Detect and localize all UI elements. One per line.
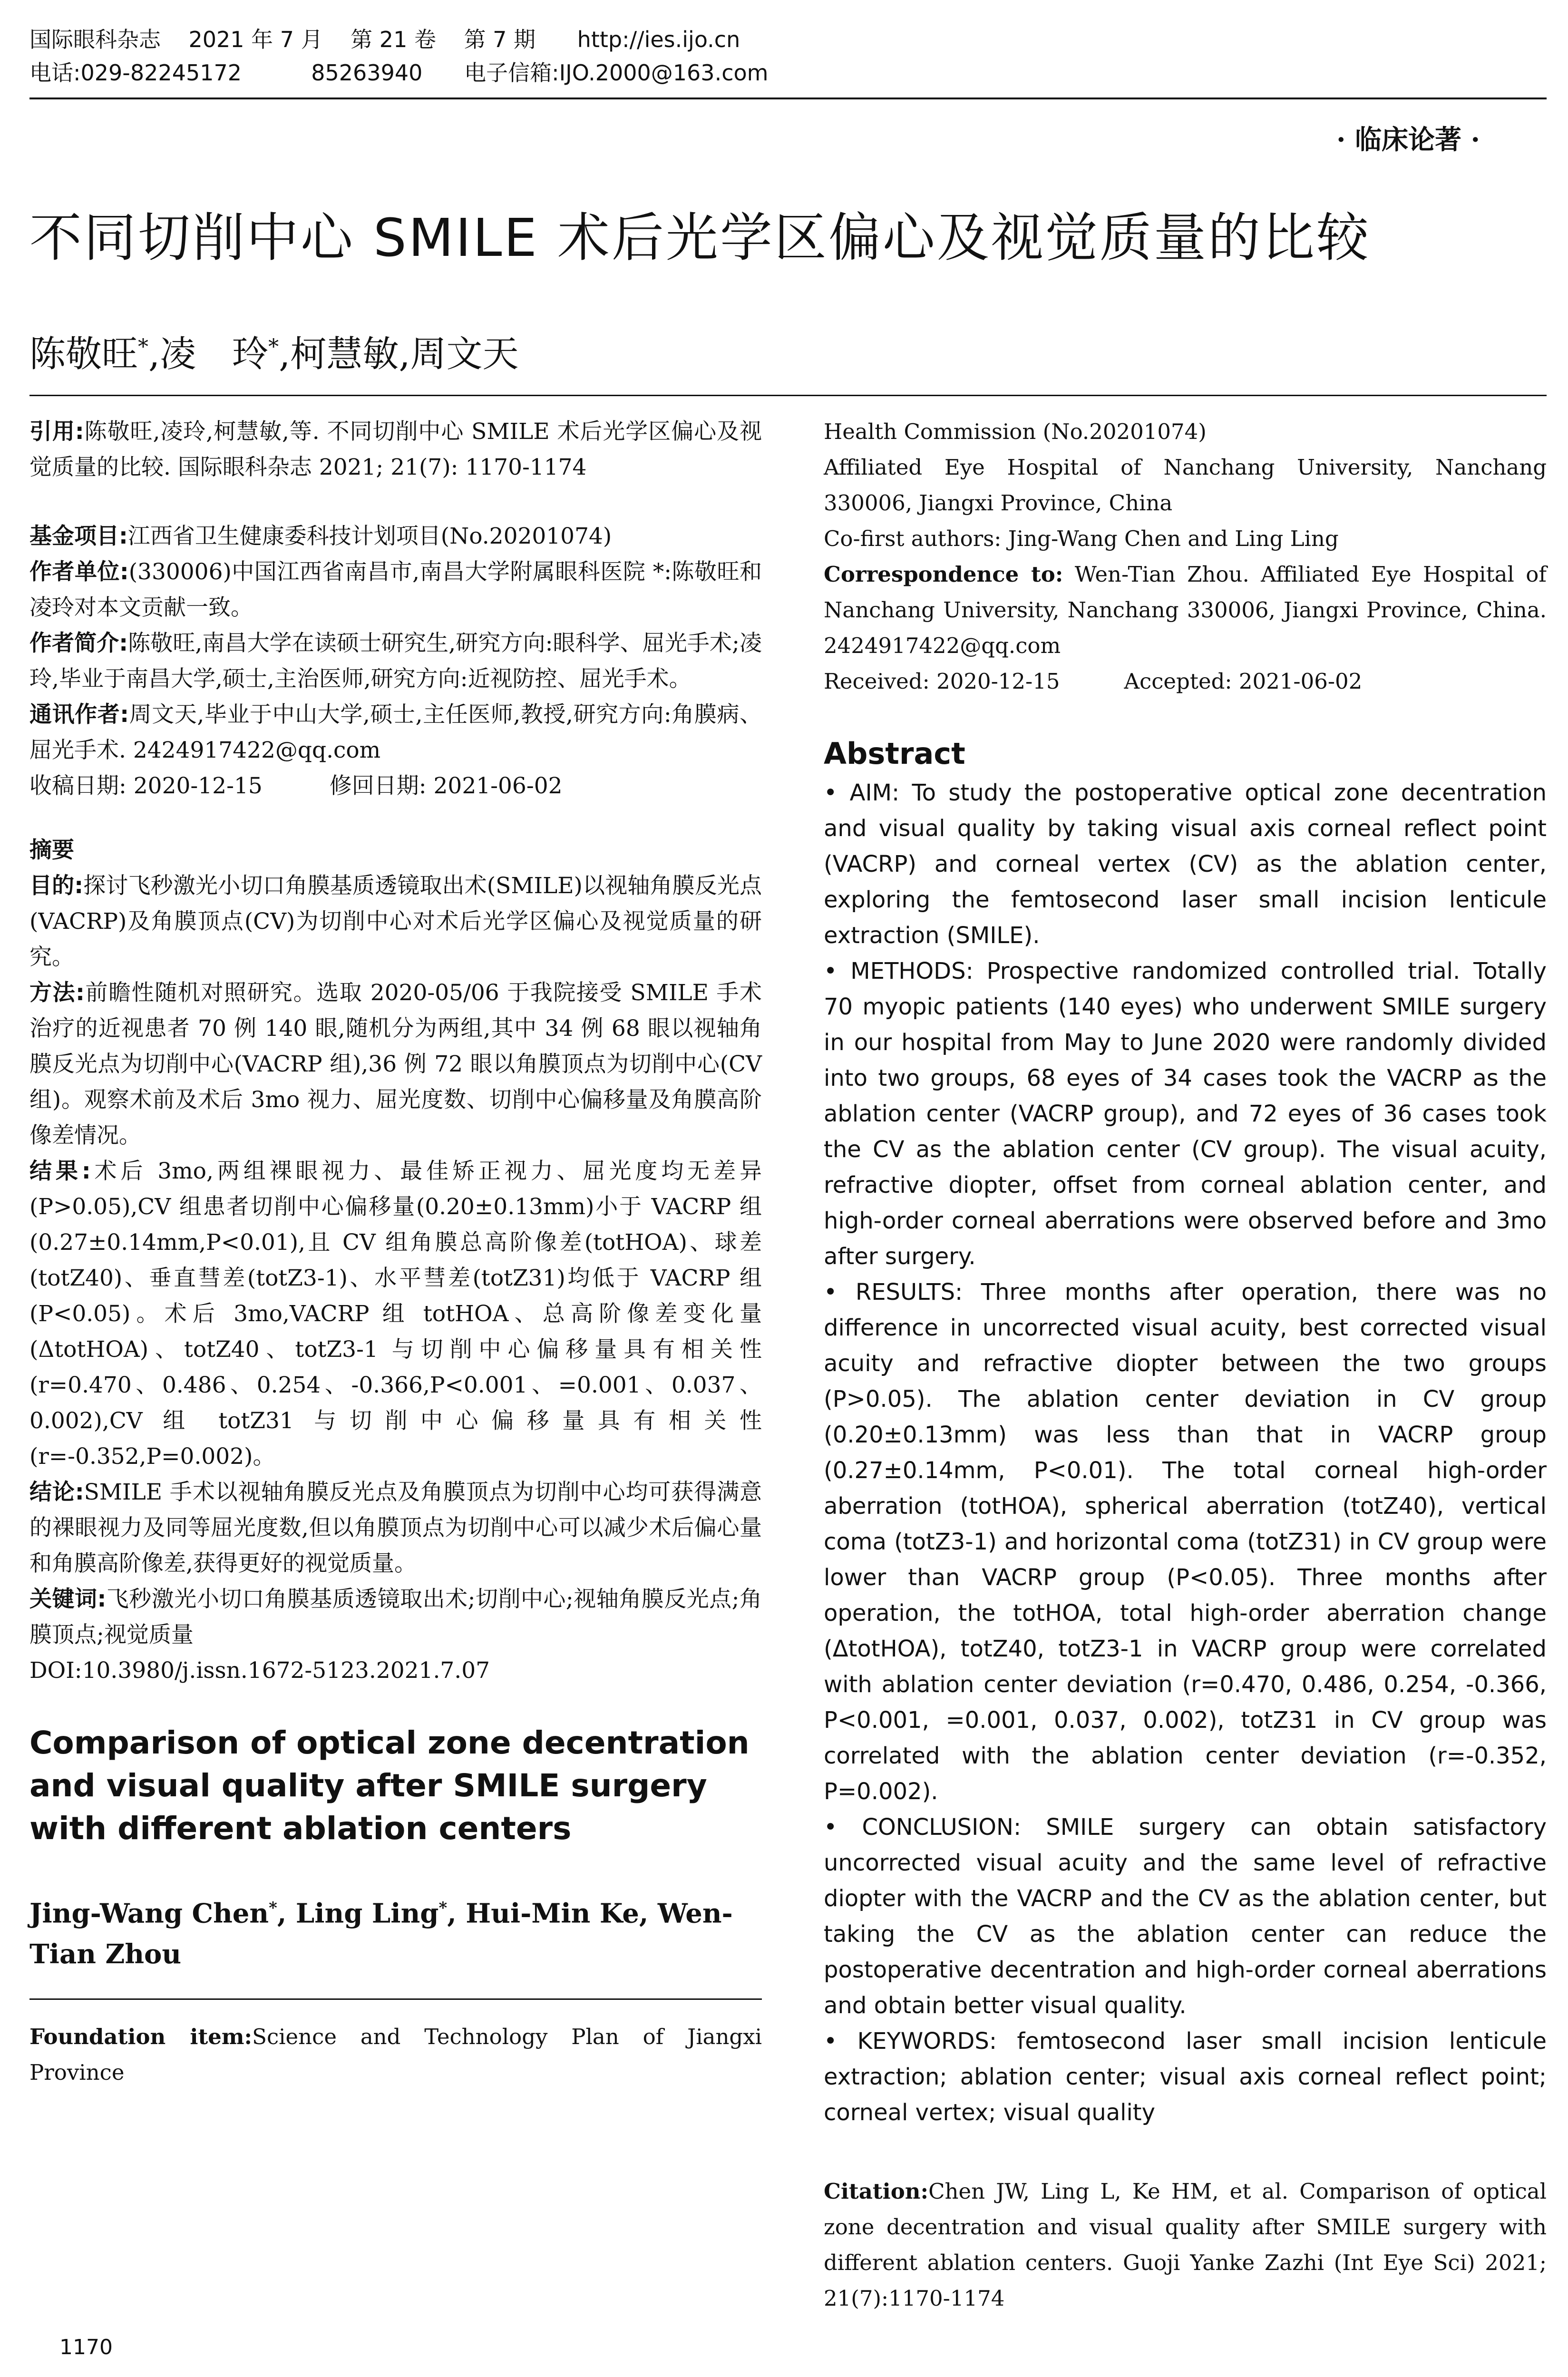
dates-cn: 收稿日期: 2020-12-15 修回日期: 2021-06-02: [29, 773, 563, 799]
english-authors: [29, 1888, 762, 1975]
aim-en: • AIM: To study the postoperative optical zone decentration and visual quality by taking visual axis corneal reflect point (VACRP) and corneal vertex (CV) as the ablation center, exploring the femtosecond laser small incision lenticule extraction (SMILE).: [824, 779, 1547, 949]
results-label: 结果:: [29, 1158, 91, 1184]
foundation-item: [29, 2019, 762, 2090]
unit-text: (330006)中国江西省南昌市,南昌大学附属眼科医院 *:陈敬旺和凌玲对本文贡献一致。: [29, 559, 762, 621]
journal-header-line-2: 电话:029-82245172 85263940 电子信箱:IJO.2000@163.com: [29, 60, 769, 86]
conclusion-cn: [29, 1474, 762, 1581]
received-accepted: Received: 2020-12-15 Accepted: 2021-06-02: [824, 669, 1363, 694]
co-first-mark: *: [268, 335, 279, 359]
author-1: 陈敬旺: [29, 332, 138, 375]
abstract-heading-en: Abstract: [824, 736, 965, 771]
fund-item: [29, 518, 762, 554]
co-first-mark: *: [269, 1899, 277, 1918]
english-title: Comparison of optical zone decentration and visual quality after SMILE surgery with different ablation centers: [29, 1724, 750, 1847]
citation-en-text: Chen JW, Ling L, Ke HM, et al. Comparison of optical zone decentration and visual quality after SMILE surgery with different ablation centers. Guoji Yanke Zazhi (Int Eye Sci) 2021; 21(7):1170-1174: [824, 2179, 1547, 2311]
aim-text: 探讨飞秒激光小切口角膜基质透镜取出术(SMILE)以视轴角膜反光点(VACRP)及角膜顶点(CV)为切削中心对术后光学区偏心及视觉质量的研究。: [29, 873, 762, 970]
right-column: [824, 414, 1547, 2316]
abstract-cn-label: 摘要: [29, 837, 74, 863]
foundation-continued: Health Commission (No.20201074): [824, 419, 1207, 444]
author-rest: ,柯慧敏,周文天: [279, 332, 519, 375]
aim-cn: [29, 868, 762, 975]
corr-label: 通讯作者:: [29, 701, 129, 728]
citation-en-label: Citation:: [824, 2179, 929, 2204]
affiliation: Affiliated Eye Hospital of Nanchang University, Nanchang 330006, Jiangxi Province, China: [824, 455, 1547, 516]
journal-header-line-1: 国际眼科杂志 2021 年 7 月 第 21 卷 第 7 期 http://ies.ijo.cn: [29, 27, 740, 52]
results-cn: [29, 1153, 762, 1474]
fund-text: 江西省卫生健康委科技计划项目(No.20201074): [127, 523, 612, 549]
header-rule: [29, 97, 1547, 99]
co-first-authors: Co-first authors: Jing-Wang Chen and Ling Ling: [824, 526, 1339, 551]
page-number: 1170: [59, 2335, 113, 2359]
author-intro: [29, 625, 762, 697]
journal-header: [29, 23, 1547, 89]
keywords-label: 关键词:: [29, 1586, 107, 1612]
conclusion-text: SMILE 手术以视轴角膜反光点及角膜顶点为切削中心均可获得满意的裸眼视力及同等屈光度数,但以角膜顶点为切削中心可以减少术后偏心量和角膜高阶像差,获得更好的视觉质量。: [29, 1479, 762, 1577]
foundation-label: Foundation item:: [29, 2024, 253, 2049]
foundation-rule: [29, 1998, 762, 2000]
section-label: · 临床论著 ·: [1336, 124, 1480, 156]
en-author-rest: , Hui-Min Ke, Wen-Tian Zhou: [29, 1898, 733, 1970]
fund-label: 基金项目:: [29, 523, 128, 549]
authors-rule: [29, 395, 1547, 396]
co-first-mark: *: [438, 1899, 448, 1918]
en-author-2: , Ling Ling: [277, 1898, 439, 1929]
co-first-mark: *: [138, 335, 148, 359]
intro-text: 陈敬旺,南昌大学在读硕士研究生,研究方向:眼科学、屈光手术;凌玲,毕业于南昌大学,硕士,主治医师,研究方向:近视防控、屈光手术。: [29, 630, 762, 692]
corr-text: 周文天,毕业于中山大学,硕士,主任医师,教授,研究方向:角膜病、屈光手术. 2424917422@qq.com: [29, 701, 762, 763]
citation-en: [824, 2173, 1547, 2316]
conclusion-en: • CONCLUSION: SMILE surgery can obtain satisfactory uncorrected visual acuity and the same level of refractive diopter with the VACRP and the CV as the ablation center, but taking the CV as the ablation center can reduce the postoperative decentration and high-order corneal aberrations and obtain better visual quality.: [824, 1814, 1547, 2019]
conclusion-label: 结论:: [29, 1479, 84, 1505]
methods-label: 方法:: [29, 980, 85, 1006]
results-en: • RESULTS: Three months after operation, there was no difference in uncorrected visual acuity, best corrected visual acuity and refractive diopter between the two groups (P>0.05). The ablation center deviation in CV group (0.20±0.13mm) was less than that in VACRP group (0.27±0.14mm, P<0.01). The total corneal high-order aberration (totHOA), spherical aberration (totZ40), vertical coma (totZ3-1) and horizontal coma (totZ31) in CV group were lower than VACRP group (P<0.05). Three months after operation, the totHOA, total high-order aberration change (ΔtotHOA), totZ40, totZ3-1 in VACRP group were correlated with ablation center deviation (r=0.470, 0.486, 0.254, -0.366, P<0.001, =0.001, 0.037, 0.002), totZ31 in CV group was correlated with the ablation center deviation (r=-0.352, P=0.002).: [824, 1279, 1547, 1805]
left-column: [29, 414, 762, 2090]
article-title: 不同切削中心 SMILE 术后光学区偏心及视觉质量的比较: [29, 207, 1371, 268]
author-unit: [29, 554, 762, 625]
en-author-1: Jing-Wang Chen: [29, 1898, 269, 1929]
authors-cn: [29, 323, 519, 378]
doi: DOI:10.3980/j.issn.1672-5123.2021.7.07: [29, 1657, 490, 1684]
author-2: ,凌 玲: [148, 332, 269, 375]
methods-en: • METHODS: Prospective randomized controlled trial. Totally 70 myopic patients (140 eyes) who underwent SMILE surgery in our hospital from May to June 2020 were randomly divided into two groups, 68 eyes of 34 cases took the VACRP as the ablation center (VACRP group), and 72 eyes of 36 cases took the CV as the ablation center (CV group). The visual acuity, refractive diopter, offset from corneal ablation center, and high-order corneal aberrations were observed before and 3mo after surgery.: [824, 958, 1547, 1270]
citation-cn: [29, 414, 762, 485]
correspondence-text: Wen-Tian Zhou. Affiliated Eye Hospital of Nanchang University, Nanchang 330006, Jiangxi Province, China. 2424917422@qq.com: [824, 562, 1547, 658]
citation-cn-text: 陈敬旺,凌玲,柯慧敏,等. 不同切削中心 SMILE 术后光学区偏心及视觉质量的比较. 国际眼科杂志 2021; 21(7): 1170-1174: [29, 419, 762, 480]
keywords-en: • KEYWORDS: femtosecond laser small incision lenticule extraction; ablation center; visual axis corneal reflect point; corneal vertex; visual quality: [824, 2028, 1547, 2126]
results-text: 术后 3mo,两组裸眼视力、最佳矫正视力、屈光度均无差异(P>0.05),CV 组患者切削中心偏移量(0.20±0.13mm)小于 VACRP 组(0.27±0.14mm,P<0.01),且 CV 组角膜总高阶像差(totHOA)、球差(totZ40)、垂直彗差(totZ3-1)、水平彗差(totZ31)均低于 VACRP 组(P<0.05)。术后 3mo,VACRP 组 totHOA、总高阶像差变化量(ΔtotHOA)、totZ40、totZ3-1 与切削中心偏移量具有相关性(r=0.470、0.486、0.254、-0.366,P<0.001、=0.001、0.037、0.002),CV 组 totZ31 与切削中心偏移量具有相关性(r=-0.352,P=0.002)。: [29, 1158, 762, 1470]
methods-cn: [29, 975, 762, 1153]
correspondence-en: [824, 556, 1547, 663]
aim-label: 目的:: [29, 873, 84, 899]
citation-cn-label: 引用:: [29, 419, 84, 445]
intro-label: 作者简介:: [29, 630, 128, 656]
keywords-text: 飞秒激光小切口角膜基质透镜取出术;切削中心;视轴角膜反光点;角膜顶点;视觉质量: [29, 1586, 762, 1648]
methods-text: 前瞻性随机对照研究。选取 2020-05/06 于我院接受 SMILE 手术治疗的近视患者 70 例 140 眼,随机分为两组,其中 34 例 68 眼以视轴角膜反光点为切削中心(VACRP 组),36 例 72 眼以角膜顶点为切削中心(CV 组)。观察术前及术后 3mo 视力、屈光度数、切削中心偏移量及角膜高阶像差情况。: [29, 980, 762, 1149]
correspondence-cn: [29, 697, 762, 768]
correspondence-label: Correspondence to:: [824, 562, 1063, 587]
keywords-cn: [29, 1581, 762, 1653]
foundation-text: Science and Technology Plan of Jiangxi Province: [29, 2024, 762, 2085]
abstract-heading-cn: [29, 832, 762, 868]
unit-label: 作者单位:: [29, 559, 129, 585]
